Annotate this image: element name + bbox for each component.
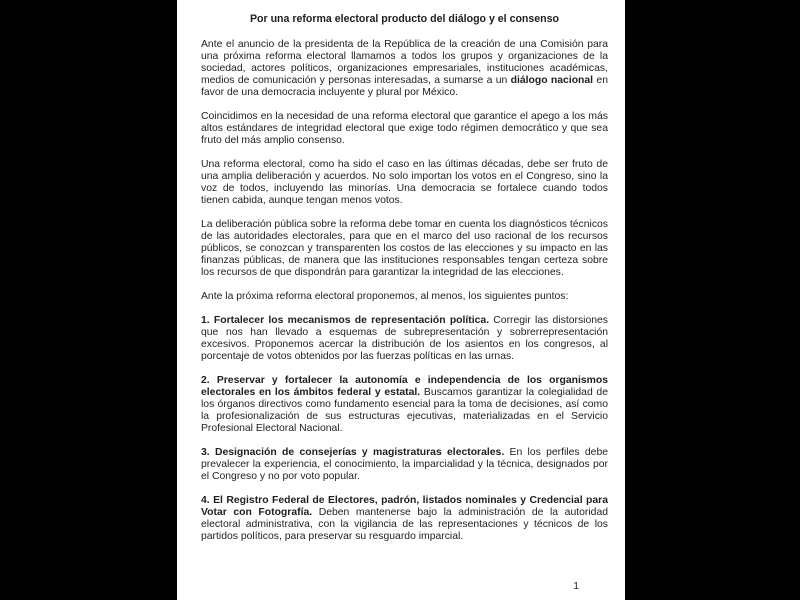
paragraph-deliberacion: La deliberación pública sobre la reforma debe tomar en cuenta los diagnósticos técnicos de las autoridades electorales, para que en el marco del uso racional de los recursos públicos, se conozcan y transparenten los costos de las elecciones y su impacto en las finanzas públicas, de manera que las instituciones responsables tengan certeza sobre los recursos de que dispondrán para garantizar la integridad de las elecciones. xyxy=(201,219,608,278)
document-body xyxy=(201,39,608,543)
document-page xyxy=(177,0,625,600)
document-content xyxy=(177,0,625,555)
document-title: Por una reforma electoral producto del diálogo y el consenso xyxy=(249,13,560,25)
paragraph-una-reforma: Una reforma electoral, como ha sido el caso en las últimas décadas, debe ser fruto de una amplia deliberación y acuerdos. No solo importan los votos en el Congreso, sino la voz de todos, incluyendo las minorías. Una democracia se fortalece cuando todos tienen cabida, aunque tengan menos votos. xyxy=(201,159,608,206)
paragraph-punto-1: 1. Fortalecer los mecanismos de representación política. Corregir las distorsiones que nos han llevado a esquemas de subrepresentación y sobrerrepresentación excesivos. Proponemos acercar la distribución de los asientos en los congresos, al porcentaje de votos obtenidos por las fuerzas políticas en las urnas. xyxy=(201,315,608,362)
page-number: 1 xyxy=(573,581,579,592)
paragraph-intro: Ante el anuncio de la presidenta de la República de la creación de una Comisión para una próxima reforma electoral llamamos a todos los grupos y organizaciones de la sociedad, actores políticos, organizaciones empresariales, instituciones académicas, medios de comunicación y personas interesadas, a sumarse a un diálogo nacional en favor de una democracia incluyente y plural por México. xyxy=(201,39,608,98)
paragraph-punto-2: 2. Preservar y fortalecer la autonomía e independencia de los organismos electorales en los ámbitos federal y estatal. Buscamos garantizar la colegialidad de los órganos directivos como fundamento esencial para la toma de decisiones, así como la profesionalización de sus estructuras ejecutivas, materializadas en el Servicio Profesional Electoral Nacional. xyxy=(201,375,608,434)
paragraph-propuesta-lead: Ante la próxima reforma electoral proponemos, al menos, los siguientes puntos: xyxy=(201,291,569,302)
paragraph-coincidimos: Coincidimos en la necesidad de una reforma electoral que garantice el apego a los más altos estándares de integridad electoral que exige todo régimen democrático y que sea fruto del más amplio consenso. xyxy=(201,111,608,146)
paragraph-punto-3: 3. Designación de consejerías y magistraturas electorales. En los perfiles debe prevalecer la experiencia, el conocimiento, la imparcialidad y la técnica, designados por el Congreso y no por voto popular. xyxy=(201,447,608,482)
paragraph-punto-4: 4. El Registro Federal de Electores, padrón, listados nominales y Credencial para Votar con Fotografía. Deben mantenerse bajo la administración de la autoridad electoral administrativa, con la vigilancia de las representaciones y técnicos de los partidos políticos, para preservar su resguardo imparcial. xyxy=(201,495,609,542)
